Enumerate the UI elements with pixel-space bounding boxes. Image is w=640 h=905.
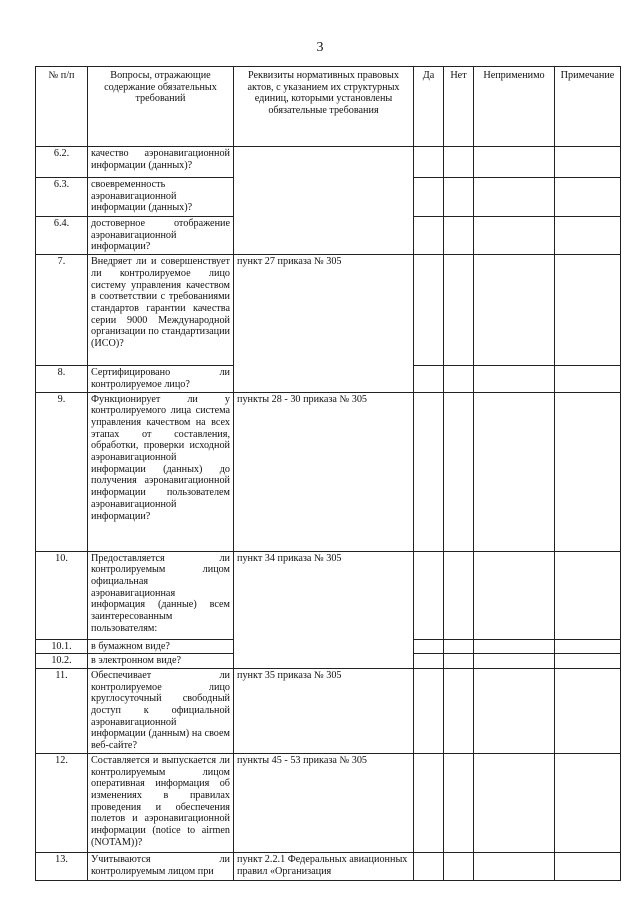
row-question: в электронном виде? xyxy=(88,654,234,669)
cell-not-applicable xyxy=(474,551,555,639)
cell-note xyxy=(555,217,621,255)
cell-yes xyxy=(414,178,444,217)
cell-note xyxy=(555,255,621,366)
checklist-table xyxy=(35,66,621,881)
cell-no xyxy=(444,366,474,392)
row-question: Составляется и выпускается ли контролируемым лицом оперативная информация об изменениях в правилах проведения и обеспечения полетов и аэронавигационной информации (notice to airmen (NOTAM))? xyxy=(88,753,234,852)
row-question: Сертифицировано ли контролируемое лицо? xyxy=(88,366,234,392)
row-number: 6.3. xyxy=(36,178,88,217)
cell-yes xyxy=(414,668,444,753)
cell-no xyxy=(444,178,474,217)
cell-note xyxy=(555,753,621,852)
row-requisites: пункт 27 приказа № 305 xyxy=(234,255,414,392)
cell-no xyxy=(444,668,474,753)
cell-note xyxy=(555,668,621,753)
cell-not-applicable xyxy=(474,147,555,178)
cell-yes xyxy=(414,366,444,392)
cell-not-applicable xyxy=(474,654,555,669)
header-question: Вопросы, отражающие содержание обязательных требований xyxy=(88,67,234,147)
cell-yes xyxy=(414,392,444,551)
cell-note xyxy=(555,366,621,392)
cell-not-applicable xyxy=(474,366,555,392)
header-note: Примечание xyxy=(555,67,621,147)
cell-yes xyxy=(414,753,444,852)
table-row xyxy=(36,668,621,753)
row-number: 9. xyxy=(36,392,88,551)
row-requisites: пункты 45 - 53 приказа № 305 xyxy=(234,753,414,852)
cell-note xyxy=(555,639,621,654)
cell-no xyxy=(444,852,474,880)
cell-note xyxy=(555,147,621,178)
row-requisites xyxy=(234,147,414,255)
row-requisites: пункт 35 приказа № 305 xyxy=(234,668,414,753)
row-number: 6.2. xyxy=(36,147,88,178)
cell-no xyxy=(444,753,474,852)
row-number: 12. xyxy=(36,753,88,852)
row-number: 6.4. xyxy=(36,217,88,255)
row-number: 8. xyxy=(36,366,88,392)
header-no: Нет xyxy=(444,67,474,147)
cell-not-applicable xyxy=(474,852,555,880)
row-number: 11. xyxy=(36,668,88,753)
cell-no xyxy=(444,217,474,255)
cell-note xyxy=(555,551,621,639)
row-number: 7. xyxy=(36,255,88,366)
cell-note xyxy=(555,392,621,551)
cell-no xyxy=(444,551,474,639)
cell-no xyxy=(444,654,474,669)
cell-yes xyxy=(414,217,444,255)
table-row xyxy=(36,147,621,178)
table-row xyxy=(36,392,621,551)
cell-not-applicable xyxy=(474,639,555,654)
row-question: Функционирует ли у контролируемого лица система управления качеством на всех этапах от составления, обработки, проверки исходной аэронавигационной информации (данных) до получения аэронавигационной информации пользователем аэронавигационной информации? xyxy=(88,392,234,551)
cell-no xyxy=(444,147,474,178)
cell-not-applicable xyxy=(474,392,555,551)
row-question: достоверное отображение аэронавигационной информации? xyxy=(88,217,234,255)
cell-not-applicable xyxy=(474,178,555,217)
cell-note xyxy=(555,178,621,217)
row-number: 10.2. xyxy=(36,654,88,669)
cell-no xyxy=(444,255,474,366)
cell-yes xyxy=(414,255,444,366)
row-question: Обеспечивает ли контролируемое лицо круглосуточный свободный доступ к официальной аэронавигационной информации (данным) на своем веб-сайте? xyxy=(88,668,234,753)
row-question: Предоставляется ли контролируемым лицом официальная аэронавигационная информация (данные) всем заинтересованным пользователям: xyxy=(88,551,234,639)
cell-note xyxy=(555,654,621,669)
cell-no xyxy=(444,392,474,551)
cell-not-applicable xyxy=(474,753,555,852)
table-row xyxy=(36,852,621,880)
cell-yes xyxy=(414,639,444,654)
header-row xyxy=(36,67,621,147)
row-question: качество аэронавигационной информации (данных)? xyxy=(88,147,234,178)
cell-yes xyxy=(414,147,444,178)
cell-yes xyxy=(414,852,444,880)
page-number: 3 xyxy=(316,40,324,55)
cell-not-applicable xyxy=(474,217,555,255)
header-not-applicable: Неприменимо xyxy=(474,67,555,147)
row-requisites: пункт 34 приказа № 305 xyxy=(234,551,414,668)
row-requisites: пункт 2.2.1 Федеральных авиационных правил «Организация xyxy=(234,852,414,880)
header-requisites: Реквизиты нормативных правовых актов, с указанием их структурных единиц, которыми установлены обязательные требования xyxy=(234,67,414,147)
table-row xyxy=(36,255,621,366)
row-number: 10.1. xyxy=(36,639,88,654)
row-requisites: пункты 28 - 30 приказа № 305 xyxy=(234,392,414,551)
cell-yes xyxy=(414,551,444,639)
row-question: Внедряет ли и совершенствует ли контролируемое лицо систему управления качеством в соответствии с требованиями стандартов гарантии качества серии 9000 Международной организации по стандартизации (ИСО)? xyxy=(88,255,234,366)
cell-no xyxy=(444,639,474,654)
cell-not-applicable xyxy=(474,255,555,366)
header-num: № п/п xyxy=(36,67,88,147)
row-question: своевременность аэронавигационной информации (данных)? xyxy=(88,178,234,217)
row-question: в бумажном виде? xyxy=(88,639,234,654)
table-row xyxy=(36,753,621,852)
cell-yes xyxy=(414,654,444,669)
cell-not-applicable xyxy=(474,668,555,753)
table-row xyxy=(36,551,621,639)
header-yes: Да xyxy=(414,67,444,147)
row-number: 13. xyxy=(36,852,88,880)
cell-note xyxy=(555,852,621,880)
row-number: 10. xyxy=(36,551,88,639)
row-question: Учитываются ли контролируемым лицом при xyxy=(88,852,234,880)
